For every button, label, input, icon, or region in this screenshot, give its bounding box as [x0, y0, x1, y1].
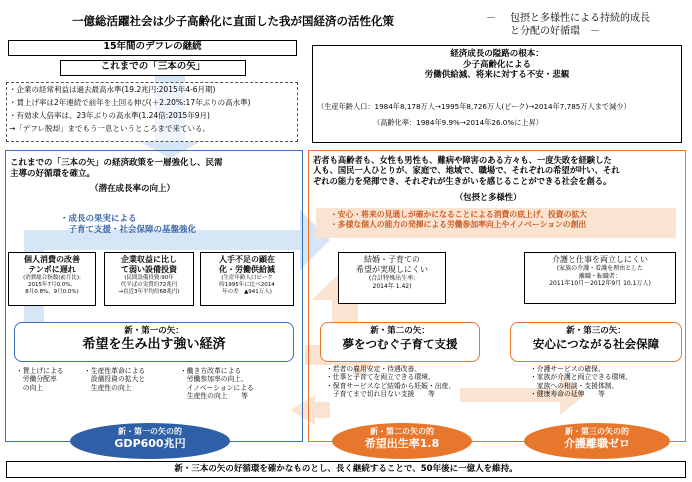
arrow2-box — [320, 322, 480, 362]
aging-line: （高齢化率：1984年9.9%→2014年26.0%に上昇） — [373, 118, 543, 127]
goal2-label: 新・第二の矢の的 — [370, 427, 434, 436]
arrow1-item: ・働き方改革による 労働参加率の向上、 イノベーションによる 生産性の向上 等 — [180, 367, 254, 401]
issue-note: (民間設備投資:90年 代半ばの実質約72兆円 →直近3年平均約68兆円) — [118, 275, 180, 295]
issue-note: (生産年齢人口ピーク 時1995年に比べ2014 年の差 ▲941万人) — [219, 275, 275, 295]
inclusion-text: 若者も高齢者も、女性も男性も、難病や障害のある方々も、一度失敗を経験した 人も、国民一人ひとりが、家庭で、地域で、職場で、それぞれの希望が叶い、それ ぞれの能力を発揮でき、それぞれが生きがいを感じることができる社会を創る。 — [313, 155, 620, 186]
policy-sub: （潜在成長率の向上） — [90, 184, 176, 194]
issue-title: 結婚・子育ての 希望が実現しにくい — [356, 255, 428, 274]
goal3-badge — [524, 423, 670, 459]
achievement-item: →「デフレ脱却」までもう一息というところまで来ている。 — [9, 124, 210, 133]
achievement-item: ・有効求人倍率は、23年ぶりの高水準(1.24倍:2015年9月) — [9, 111, 210, 120]
arrow1-box — [14, 322, 294, 362]
issue-note: (家族の介護・看護を理由とした 離職・転職者： 2011年10月～2012年9月 10.1万人) — [549, 265, 651, 287]
main-title: 一億総活躍社会は少子高齢化に直面した我が国経済の活性化策 — [72, 14, 394, 28]
issue-birth — [338, 252, 446, 304]
arrow3-items: ・介護サービスの確保、 ・家族が介護と両立できる環境、 家族への相談・支援体制、 ・健康寿命の延伸 等 — [530, 365, 632, 399]
achievement-item: ・賃上げ率は2年連続で前年を上回る伸び(＋2.20%:17年ぶりの高水準) — [9, 98, 251, 107]
issue-note: (消費総合指数(前月比): 2015年7月0.0%、 8月0.8%、9月0.0%) — [23, 275, 81, 295]
arrow1-label: 新・第一の矢： — [124, 326, 184, 336]
footer-banner: 新・三本の矢の好循環を確かなものとし、長く継続することで、50年後に一億人を維持。 — [6, 461, 686, 478]
arrow3-label: 新・第三の矢： — [566, 326, 626, 336]
issue-labor — [200, 252, 294, 306]
arrow1-title: 希望を生み出す強い経済 — [82, 336, 226, 352]
achievement-item: ・企業の経常利益は過去最高水準(19.2兆円:2015年4-6月期) — [9, 85, 216, 94]
subtitle-dash: － — [486, 13, 496, 24]
population-line: （生産年齢人口：1984年8,178万人→1995年8,726万人(ピーク)→2014年7,785万人まで減少） — [317, 102, 631, 111]
challenge-box — [312, 45, 682, 143]
growth-band — [316, 208, 676, 238]
arrow2-label: 新・第二の矢： — [370, 326, 430, 336]
arrow2-items: ・若者の雇用安定・待遇改善、 ・仕事と子育てを両立できる環境、 ・保育サービスなど結婚から妊娠・出産、 子育てまで切れ目ない支援 等 — [326, 365, 456, 399]
issue-title: 人手不足の顕在 化・労働供給減 — [219, 255, 275, 274]
issue-title: 個人消費の改善 テンポに遅れ — [24, 255, 80, 274]
subtitle-line2: と分配の好循環 － — [510, 26, 600, 37]
growth-text: ・安心・将来の見通しが確かになることによる消費の底上げ、投資の拡大 ・多様な個人の能力の発揮による労働参加率向上やイノベーションの創出 — [330, 210, 587, 229]
issue-title: 介護と仕事を両立しにくい — [552, 255, 648, 264]
issue-note: (合計特殊出生率: 2014年 1.42) — [368, 275, 416, 290]
issue-title: 企業収益に比し て弱い設備投資 — [121, 255, 177, 274]
deflation-heading: 15年間のデフレの継続 — [8, 40, 297, 56]
arrow3-title: 安心につながる社会保障 — [532, 336, 660, 351]
subtitle-line1: 包摂と多様性による持続的成長 — [510, 13, 650, 24]
policy-text: これまでの「三本の矢」の経済政策を一層強化し、民需 主導の好循環を確立。 — [10, 158, 223, 179]
goal2-badge — [332, 423, 472, 459]
achievements-box — [6, 82, 298, 142]
goal1-badge — [70, 423, 230, 459]
arrow2-title: 夢をつむぐ子育て支援 — [342, 336, 458, 351]
goal1-label: 新・第一の矢の的 — [118, 427, 182, 436]
challenge-title: 経済成長の隘路の根本： 少子高齢化による 労働供給減、将来に対する不安・悲観 — [424, 49, 570, 81]
issue-consumption — [8, 252, 96, 306]
arrow1-item: ・賃上げによる 労働分配率 の向上 — [16, 367, 64, 392]
arrow1-item: ・生産性革命による 設備投資の拡大と 生産性の向上 — [84, 367, 146, 392]
fruits-text: ・成長の果実による 子育て支援・社会保障の基盤強化 — [60, 214, 197, 235]
three-arrows-label: これまでの「三本の矢」 — [60, 60, 246, 76]
inclusion-sub: （包摂と多様性） — [455, 192, 522, 202]
goal3-value: 介護離職ゼロ — [564, 437, 630, 450]
goal3-label: 新・第三の矢の的 — [565, 427, 629, 436]
arrow3-box — [510, 322, 682, 362]
goal2-value: 希望出生率1.8 — [364, 437, 440, 450]
goal1-value: GDP600兆円 — [114, 437, 186, 450]
issue-investment — [104, 252, 194, 306]
issue-care — [524, 252, 676, 304]
